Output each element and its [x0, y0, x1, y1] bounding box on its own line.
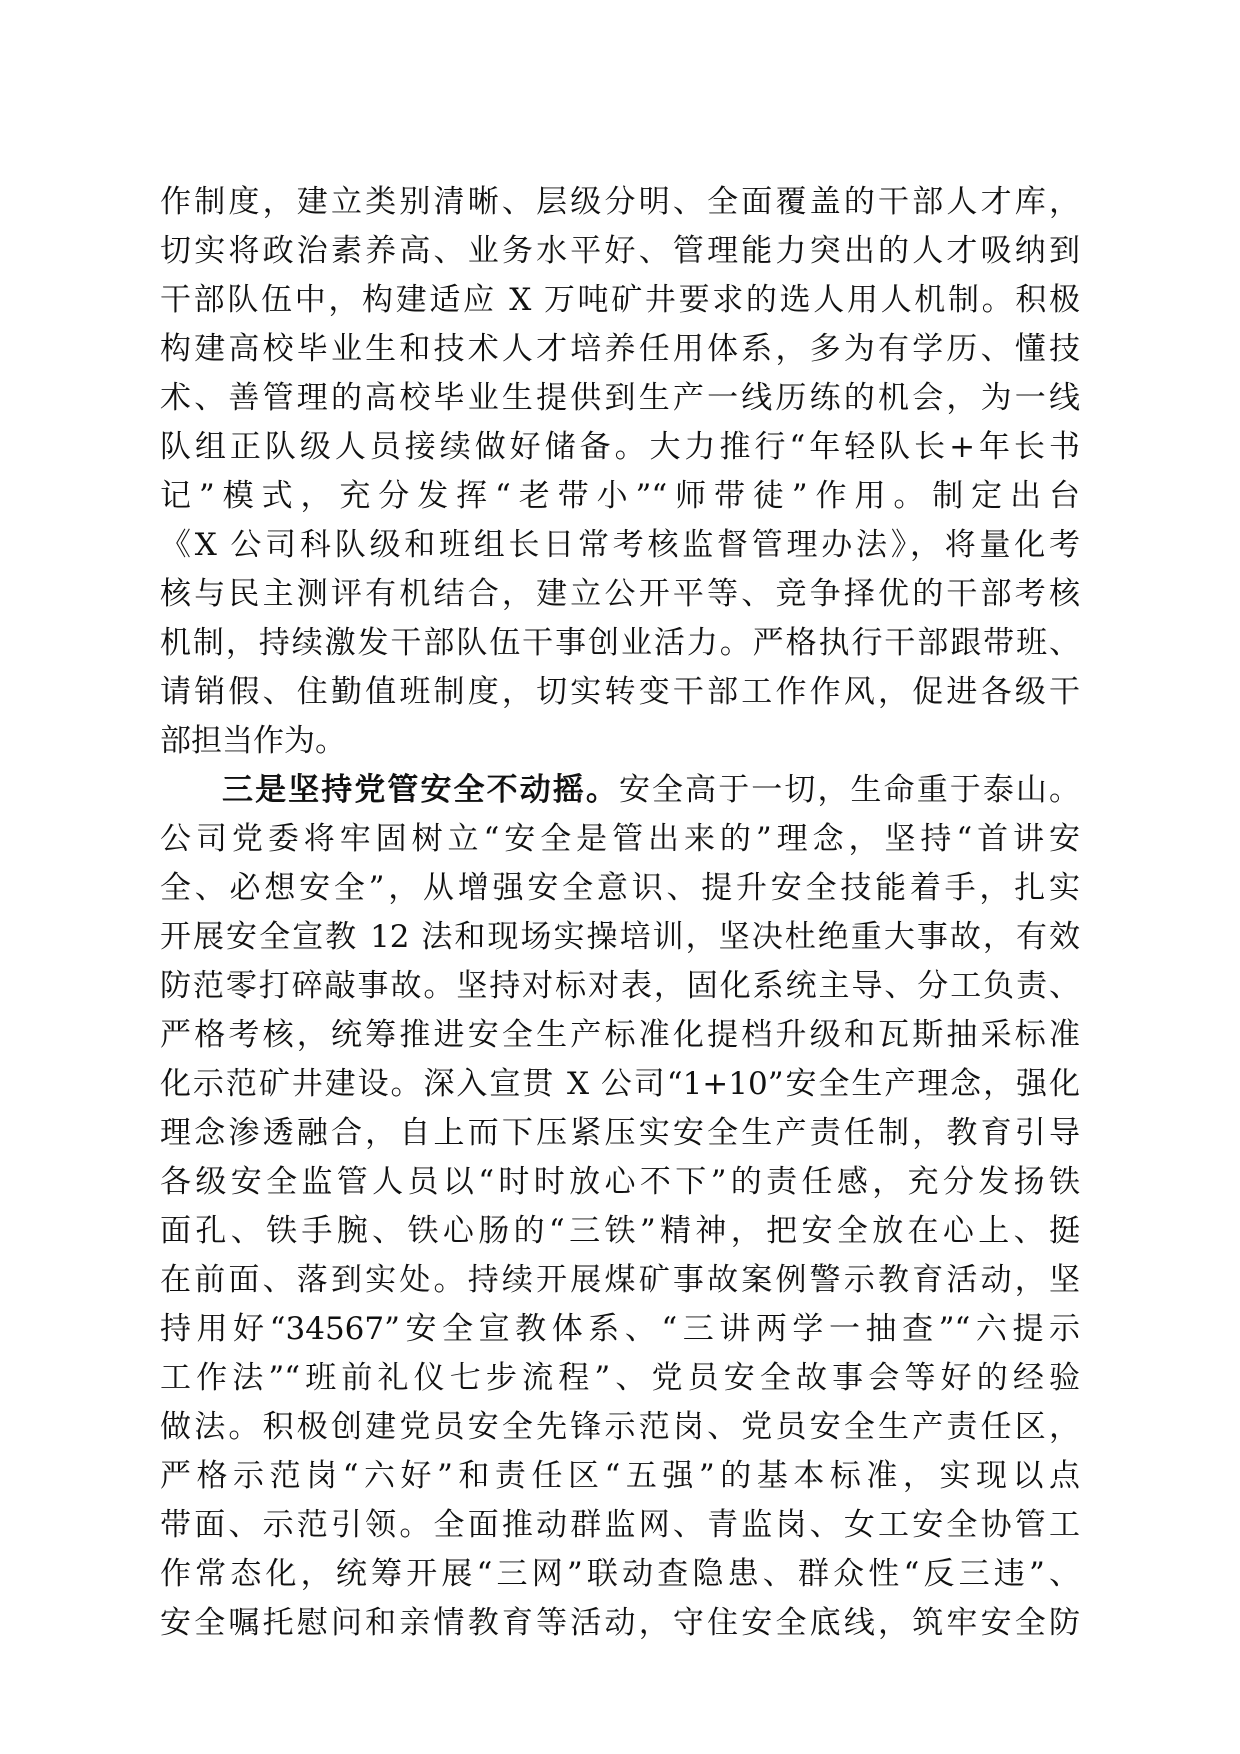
text-line: 面孔、铁手腕、铁心肠的“三铁”精神，把安全放在心上、挺: [160, 1213, 1080, 1249]
text-line: 作常态化，统筹开展“三网”联动查隐患、群众性“反三违”、: [160, 1556, 1080, 1592]
heading-line: [160, 766, 1080, 815]
text-line: 机制，持续激发干部队伍干事创业活力。严格执行干部跟带班、: [160, 625, 1080, 661]
text-line: 开展安全宣教 12 法和现场实操培训，坚决杜绝重大事故，有效: [160, 919, 1080, 955]
text-line: 工作法”“班前礼仪七步流程”、党员安全故事会等好的经验: [160, 1360, 1080, 1396]
text-line: 《X 公司科队级和班组长日常考核监督管理办法》，将量化考: [160, 527, 1080, 563]
text-line: 术、善管理的高校毕业生提供到生产一线历练的机会，为一线: [160, 380, 1080, 416]
text-line: 队组正队级人员接续做好储备。大力推行“年轻队长+年长书: [160, 429, 1080, 465]
text-line: 安全嘱托慰问和亲情教育等活动，守住安全底线，筑牢安全防: [160, 1605, 1080, 1641]
text-line: 化示范矿井建设。深入宣贯 X 公司“1+10”安全生产理念，强化: [160, 1066, 1080, 1102]
text-line: 作制度，建立类别清晰、层级分明、全面覆盖的干部人才库，: [160, 184, 1080, 220]
section-heading: 三是坚持党管安全不动摇。: [222, 772, 619, 808]
text-line: 防范零打碎敲事故。坚持对标对表，固化系统主导、分工负责、: [160, 968, 1080, 1004]
text-line: 严格示范岗“六好”和责任区“五强”的基本标准，实现以点: [160, 1458, 1080, 1494]
text-line: 请销假、住勤值班制度，切实转变干部工作作风，促进各级干: [160, 674, 1080, 710]
text-line: 在前面、落到实处。持续开展煤矿事故案例警示教育活动，坚: [160, 1262, 1080, 1298]
text-line: 公司党委将牢固树立“安全是管出来的”理念，坚持“首讲安: [160, 821, 1080, 857]
text-line: 全、必想安全”，从增强安全意识、提升安全技能着手，扎实: [160, 870, 1080, 906]
text-line: 部担当作为。: [160, 723, 346, 759]
text-line: 持用好“34567”安全宣教体系、“三讲两学一抽查”“六提示: [160, 1311, 1080, 1347]
text-line: 干部队伍中，构建适应 X 万吨矿井要求的选人用人机制。积极: [160, 282, 1080, 318]
heading-line-text: 安全高于一切，生命重于泰山。: [618, 772, 1080, 808]
paragraph-party-safety: [160, 766, 1080, 1648]
text-line: 做法。积极创建党员安全先锋示范岗、党员安全生产责任区，: [160, 1409, 1080, 1445]
text-line: 切实将政治素养高、业务水平好、管理能力突出的人才吸纳到: [160, 233, 1080, 269]
text-line: 理念渗透融合，自上而下压紧压实安全生产责任制，教育引导: [160, 1115, 1080, 1151]
text-line: 各级安全监管人员以“时时放心不下”的责任感，充分发扬铁: [160, 1164, 1080, 1200]
text-line: 构建高校毕业生和技术人才培养任用体系，多为有学历、懂技: [160, 331, 1080, 367]
document-page: [160, 178, 1080, 1648]
text-line: 带面、示范引领。全面推动群监网、青监岗、女工安全协管工: [160, 1507, 1080, 1543]
text-line: 记”模式，充分发挥“老带小”“师带徒”作用。制定出台: [160, 478, 1080, 514]
paragraph-cadre-system: [160, 178, 1080, 766]
text-line: 严格考核，统筹推进安全生产标准化提档升级和瓦斯抽采标准: [160, 1017, 1080, 1053]
text-line: 核与民主测评有机结合，建立公开平等、竞争择优的干部考核: [160, 576, 1080, 612]
